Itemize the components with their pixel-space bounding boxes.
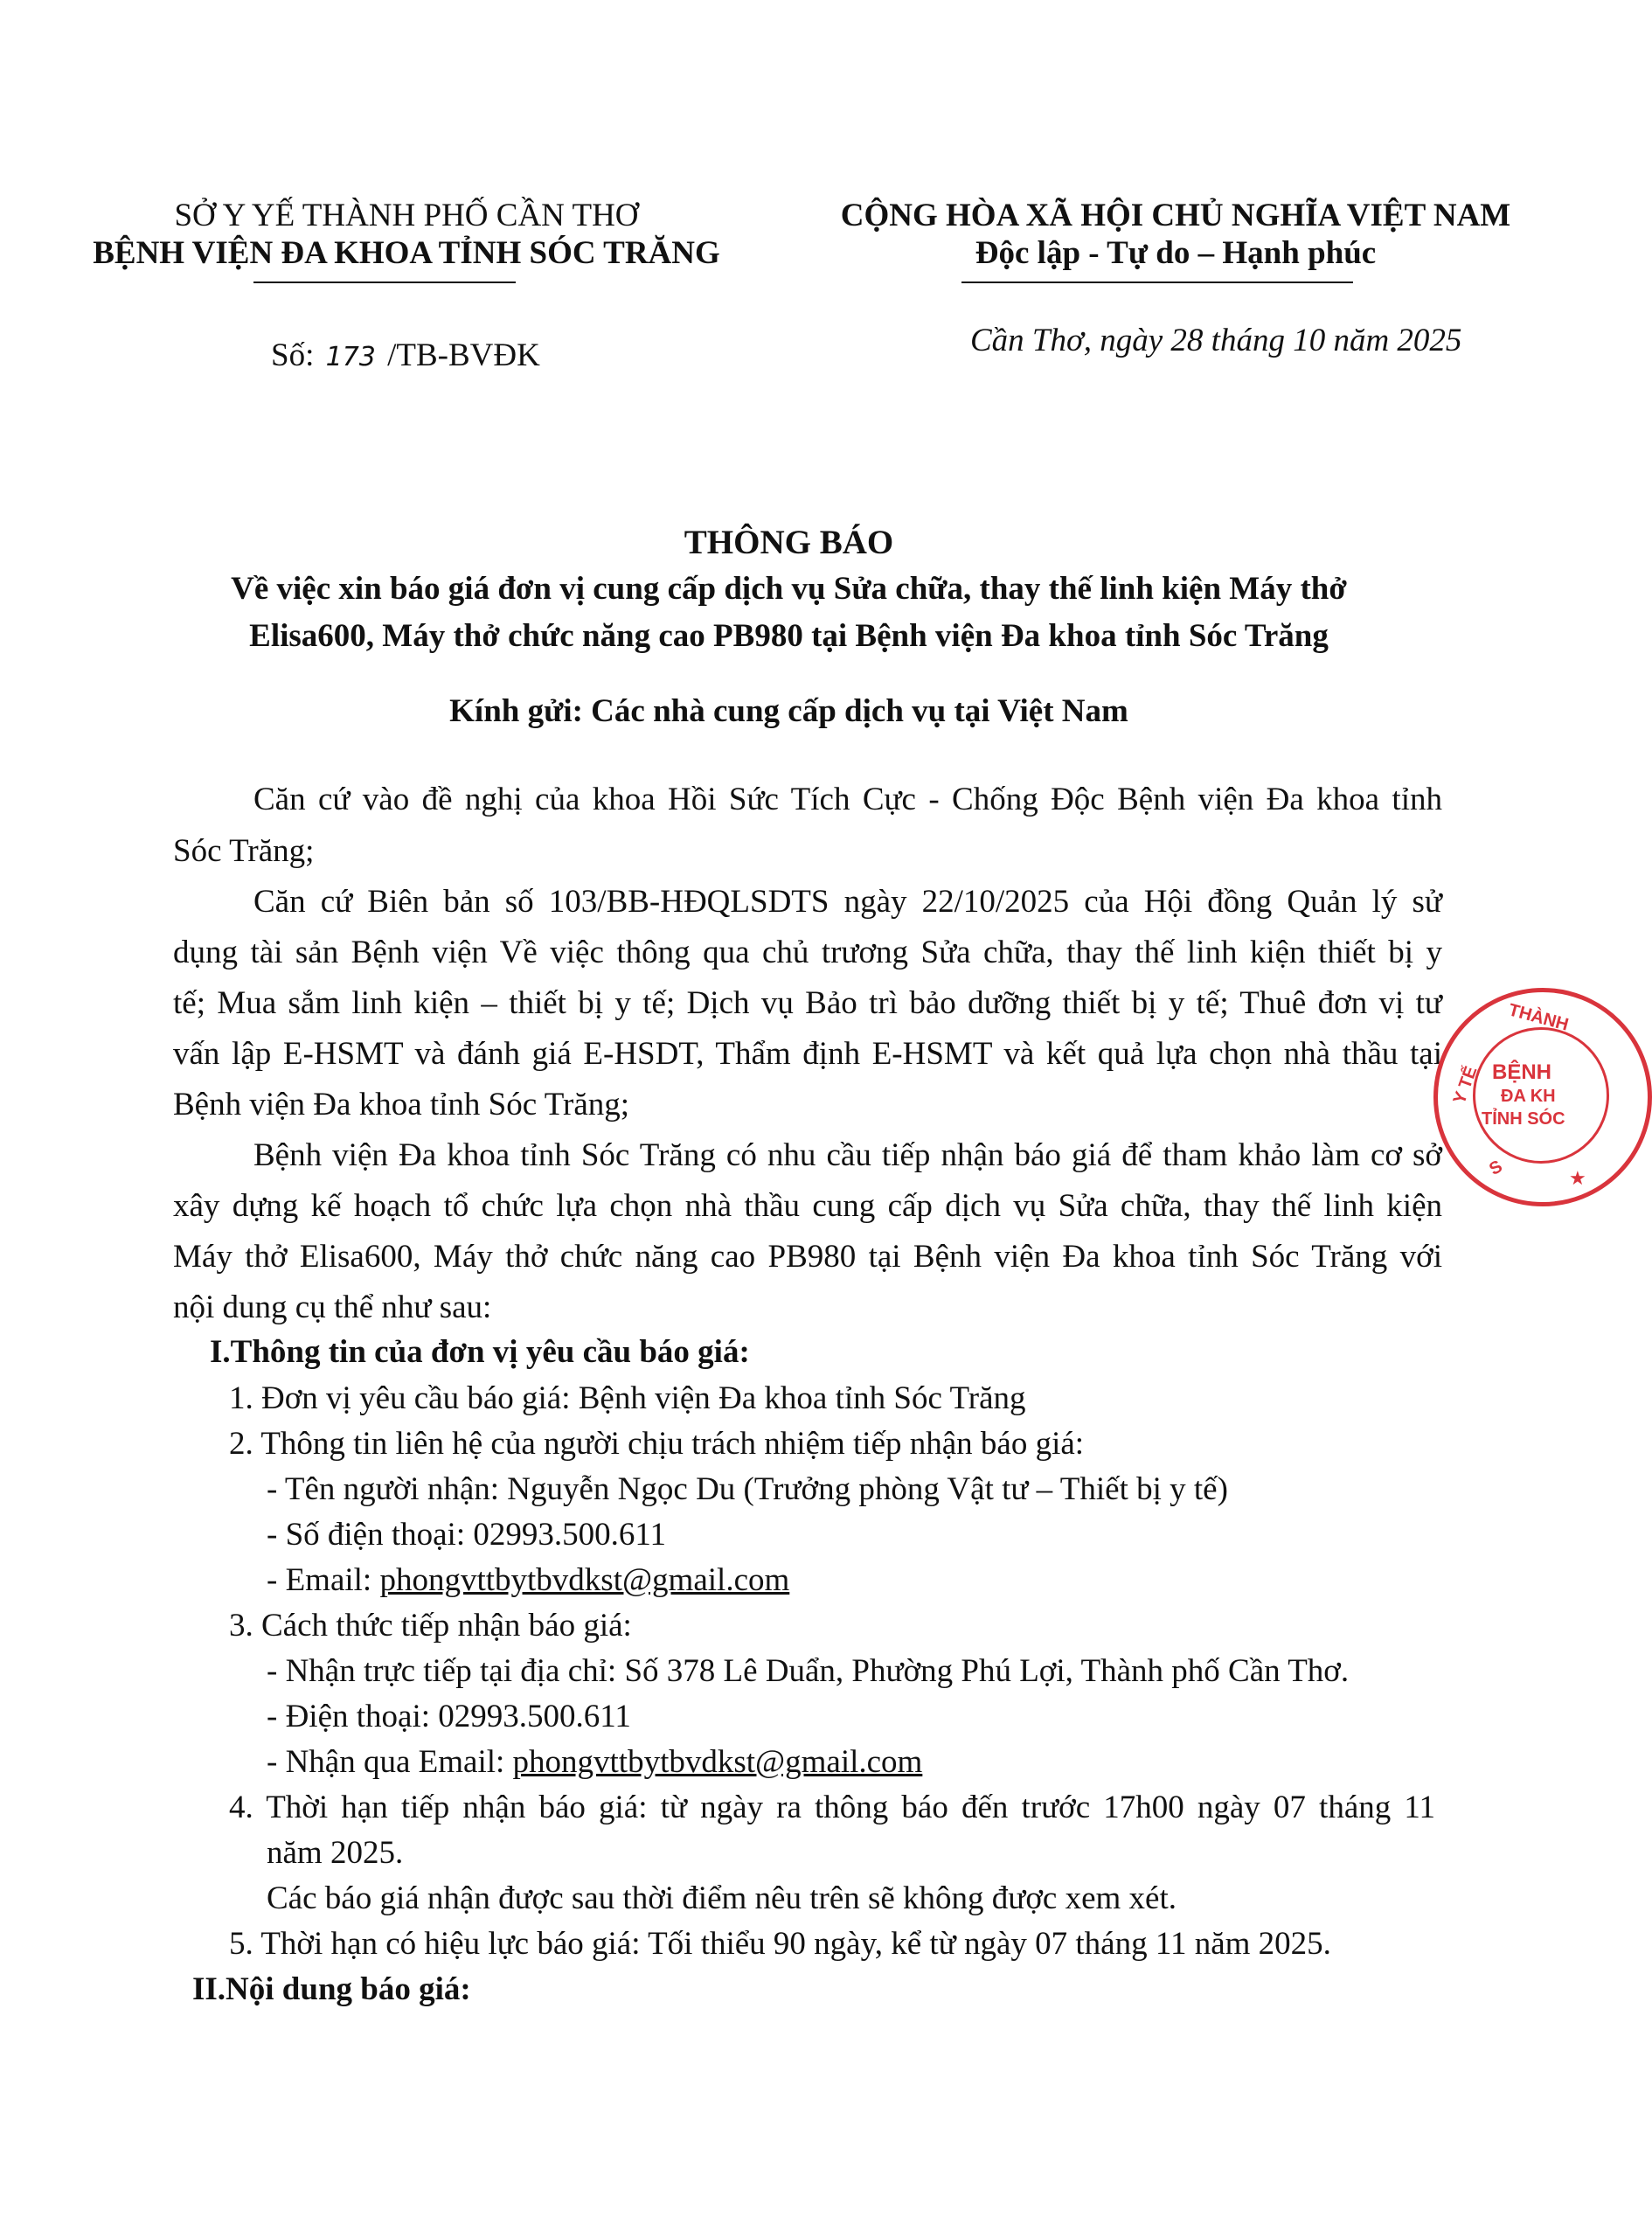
para2-line5: Bệnh viện Đa khoa tỉnh Sóc Trăng;	[173, 1087, 630, 1122]
receive-address: - Nhận trực tiếp tại địa chỉ: Số 378 Lê Duẩn, Phường Phú Lợi, Thành phố Cần Thơ.	[267, 1653, 1350, 1689]
contact-phone: - Số điện thoại: 02993.500.611	[267, 1517, 666, 1553]
para1-line1: Căn cứ vào đề nghị của khoa Hồi Sức Tích Cực - Chống Độc Bệnh viện Đa khoa tỉnh	[253, 782, 1442, 817]
contact-name: - Tên người nhận: Nguyễn Ngọc Du (Trưởng phòng Vật tư – Thiết bị y tế)	[267, 1471, 1228, 1507]
info-item-5: 5. Thời hạn có hiệu lực báo giá: Tối thiểu 90 ngày, kể từ ngày 07 tháng 11 năm 2025.	[229, 1926, 1331, 1962]
document-number	[271, 337, 540, 375]
recipient: Kính gửi: Các nhà cung cấp dịch vụ tại Việt Nam	[449, 693, 1128, 729]
contact-email	[267, 1561, 789, 1600]
para3-line2: xây dựng kế hoạch tổ chức lựa chọn nhà thầu cung cấp dịch vụ Sửa chữa, thay thế linh kiện	[173, 1188, 1442, 1224]
contact-email-label: - Email:	[267, 1562, 372, 1598]
section1-heading: I.Thông tin của đơn vị yêu cầu báo giá:	[210, 1334, 750, 1370]
contact-email-link[interactable]: phongvttbytbvdkst@gmail.com	[379, 1562, 790, 1598]
stamp-bottom-text: S	[1486, 1157, 1506, 1179]
info-item-3: 3. Cách thức tiếp nhận báo giá:	[229, 1608, 632, 1644]
receive-email	[267, 1743, 922, 1782]
para3-line4: nội dung cụ thể như sau:	[173, 1289, 492, 1325]
number-suffix: /TB-BVĐK	[387, 337, 540, 373]
subject-line-2: Elisa600, Máy thở chức năng cao PB980 tại Bệnh viện Đa khoa tỉnh Sóc Trăng	[249, 618, 1329, 654]
header-right-underline	[961, 281, 1353, 283]
red-seal-stamp	[1433, 988, 1652, 1206]
star-icon: ★	[1569, 1167, 1586, 1189]
stamp-top-text: THÀNH	[1506, 1000, 1571, 1035]
para2-line1: Căn cứ Biên bản số 103/BB-HĐQLSDTS ngày 22/10/2025 của Hội đồng Quản lý sử	[253, 884, 1442, 920]
para2-line3: tế; Mua sắm linh kiện – thiết bị y tế; Dịch vụ Bảo trì bảo dưỡng thiết bị y tế; Thuê đơn vị tư	[173, 985, 1442, 1021]
para1-line2: Sóc Trăng;	[173, 833, 315, 869]
info-item-1: 1. Đơn vị yêu cầu báo giá: Bệnh viện Đa khoa tỉnh Sóc Trăng	[229, 1380, 1026, 1416]
stamp-center-2: ĐA KH	[1501, 1087, 1556, 1106]
header-left-underline	[253, 281, 516, 283]
department-name: SỞ Y YẾ THÀNH PHỐ CẦN THƠ	[174, 198, 639, 233]
receive-phone: - Điện thoại: 02993.500.611	[267, 1699, 631, 1734]
para2-line4: vấn lập E-HSMT và đánh giá E-HSDT, Thẩm định E-HSMT và kết quả lựa chọn nhà thầu tại	[173, 1036, 1442, 1072]
info-item-4-note: Các báo giá nhận được sau thời điểm nêu trên sẽ không được xem xét.	[267, 1880, 1177, 1916]
motto: Độc lập - Tự do – Hạnh phúc	[975, 235, 1377, 271]
receive-email-label: - Nhận qua Email:	[267, 1744, 505, 1780]
stamp-center-3: TỈNH SÓC	[1482, 1109, 1565, 1129]
section2-heading: II.Nội dung báo giá:	[192, 1971, 471, 2007]
info-item-4-line1: 4. Thời hạn tiếp nhận báo giá: từ ngày ra thông báo đến trước 17h00 ngày 07 tháng 11	[229, 1790, 1435, 1825]
para3-line3: Máy thở Elisa600, Máy thở chức năng cao PB980 tại Bệnh viện Đa khoa tỉnh Sóc Trăng với	[173, 1239, 1442, 1275]
receive-email-link[interactable]: phongvttbytbvdkst@gmail.com	[512, 1744, 923, 1780]
info-item-2: 2. Thông tin liên hệ của người chịu trách nhiệm tiếp nhận báo giá:	[229, 1426, 1085, 1462]
subject-line-1: Về việc xin báo giá đơn vị cung cấp dịch vụ Sửa chữa, thay thế linh kiện Máy thở	[231, 571, 1347, 607]
hospital-name: BỆNH VIỆN ĐA KHOA TỈNH SÓC TRĂNG	[93, 235, 720, 271]
info-item-4-line2: năm 2025.	[267, 1835, 404, 1871]
stamp-left-text: Y TẾ	[1449, 1063, 1482, 1107]
place-date: Cần Thơ, ngày 28 tháng 10 năm 2025	[970, 323, 1462, 358]
stamp-center-1: BỆNH	[1492, 1060, 1552, 1084]
country-name: CỘNG HÒA XÃ HỘI CHỦ NGHĨA VIỆT NAM	[840, 198, 1511, 233]
handwritten-number: 173	[325, 342, 376, 372]
para3-line1: Bệnh viện Đa khoa tỉnh Sóc Trăng có nhu cầu tiếp nhận báo giá để tham khảo làm cơ sở	[253, 1137, 1442, 1173]
number-prefix: Số:	[271, 337, 315, 373]
para2-line2: dụng tài sản Bệnh viện Về việc thông qua chủ trương Sửa chữa, thay thế linh kiện thiết bị y	[173, 935, 1442, 970]
document-title: THÔNG BÁO	[684, 524, 894, 561]
